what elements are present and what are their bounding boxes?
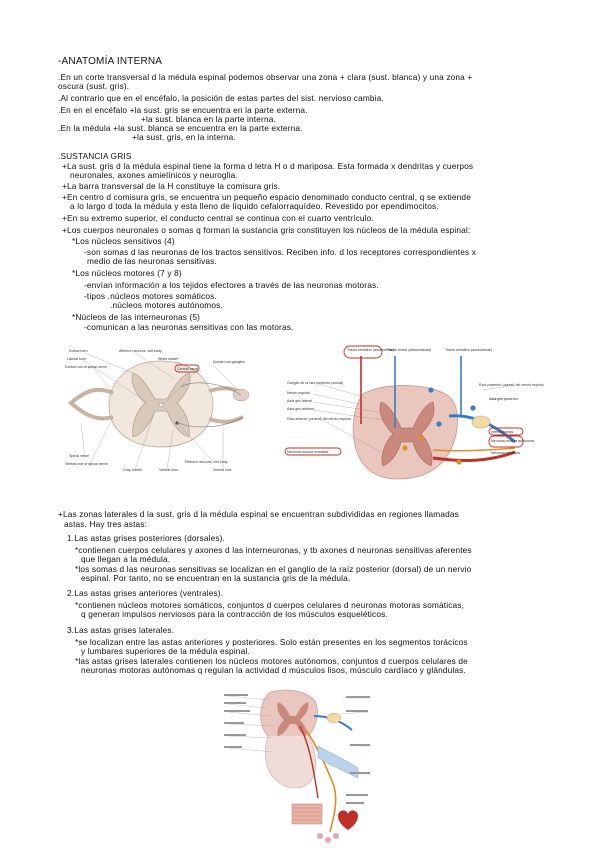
gris-line: *Núcleos de las interneuronas (5) (72, 312, 201, 322)
fig1-label: Afferent neurons, cell body (119, 349, 162, 353)
fig2-label: Neurona motora autónoma (491, 439, 534, 443)
intro-line: oscura (sust. gris). (58, 81, 130, 91)
fig2-label: Interneuronas (491, 430, 514, 434)
fig1-label: Ventral root of spinal nerve (65, 462, 108, 466)
gris-line: *Los núcleos motores (7 y 8) (72, 268, 182, 278)
gris-line: +La sust. gris d la médula espinal tiene la forma d letra H o d mariposa. Esta formada x dendritas y cuerpos (62, 161, 474, 171)
intro-line: .En en el encéfalo +la sust. gris se encuentra en la parte externa. (58, 105, 308, 115)
spinal-nerve-left-shape (71, 390, 113, 419)
fig2-label: Nervio espinal (287, 391, 310, 395)
zones-line: q generan impulsos nerviosos para la contracción de los músculos esqueléticos. (81, 609, 388, 619)
zones-line: *se localizan entre las astas anteriores y posteriores. Solo están presentes en los segmentos torácicos (75, 637, 468, 647)
heart-shape (338, 810, 358, 830)
fig2-label: Asta gris anterior (287, 407, 315, 411)
spinal-pathway-bottom-figure (222, 686, 376, 848)
fig1-label: Dorsal root ganglion (213, 360, 246, 364)
gris-line: *Los núcleos sensitivos (4) (72, 236, 175, 246)
section-heading: .SUSTANCIA GRIS (58, 151, 132, 161)
fig2-label: Asta gris lateral (287, 399, 312, 403)
fig1-label: Lateral horn (67, 357, 87, 361)
intro-line: +la sust. blanca en la parte interna. (141, 114, 276, 124)
zones-line: astas. Hay tres astas: (64, 519, 148, 529)
fig1-label: Dorsal horn (69, 349, 88, 353)
intro-line: +la sust. gris, en la interna. (132, 132, 236, 142)
intro-line: .Al contrario que en el encéfalo, la posición de estas partes del sist. nervioso cambia. (58, 93, 384, 103)
gris-line: neuronales, axones amielínicos y neuroglia. (70, 170, 238, 180)
zones-line: *los somas d las neuronas sensitivas se localizan en el ganglio de la raíz posterior (dorsal) de un nervio (75, 564, 472, 574)
zones-line: que llegan a la médula. (81, 554, 171, 564)
fig1-label: Spinal nerve (69, 454, 89, 458)
gris-line: +En centro d comisura gris, se encuentra un pequeño espacio denominado conducto central, q se extiende (62, 192, 471, 202)
fig1-label: Gray matter (123, 468, 142, 472)
ganglion-shape (472, 416, 490, 428)
zones-line: espinal. Por tanto, no se encuentran en la sustancia gris de la médula. (81, 573, 351, 583)
fig1-label: Central canal (177, 367, 199, 371)
fig1-label: Dorsal root of spinal nerve (65, 365, 107, 369)
gris-line: +La barra transversal de la H constituye la comisura gris. (62, 181, 281, 191)
gland-shape (317, 833, 323, 839)
gris-line: -comunican a las neuronas sensitivas con las motoras. (84, 322, 294, 332)
gris-line: .núcleos motores autónomos. (110, 300, 223, 310)
gris-line: -tipos .núcleos motores somáticos. (84, 291, 217, 301)
fig2-label: Ganglio de la raíz posterior (dorsal) (287, 381, 344, 385)
page-title: -ANATOMÍA INTERNA (58, 56, 163, 67)
spinal-cord-pathways-figure (283, 342, 544, 493)
fig1-label: White matter (158, 357, 179, 361)
zones-line: *las astas grises laterales contienen los núcleos motores autónomos, conjuntos d cuerpos celulares de (75, 656, 468, 666)
intro-line: .En la médula +la sust. blanca se encuentra en la parte externa. (58, 123, 303, 133)
zones-line: 3.Las astas grises laterales. (67, 625, 175, 635)
gland-shape (333, 833, 339, 839)
muscle-tissue-shape (292, 804, 322, 824)
gris-line: -envían información a los tejidos efectores a través de las neuronas motoras. (84, 280, 379, 290)
gris-line: +Los cuerpos neuronales o somas q forman la sustancia gris constituyen los núcleos de la médula espinal: (62, 225, 471, 235)
zones-line: 2.Las astas grises anteriores (ventrales). (67, 588, 224, 598)
gland-shape (325, 837, 331, 843)
zones-line: *contienen cuerpos celulares y axones d las interneuronas, y tb axones d neuronas sensitivas aferentes (75, 545, 472, 555)
central-canal-shape (159, 403, 163, 407)
ganglion-shape (327, 713, 341, 723)
zones-line: neuronas motoras autónomas q regulan la actividad d músculos lisos, músculo cardíaco y glándulas. (81, 665, 466, 675)
gris-line: medio de las neuronas sensitivas. (87, 256, 217, 266)
zones-line: y lumbares superiores de la médula espinal. (81, 646, 250, 656)
zones-line: +Las zonas laterales d la sust. gris d la médula espinal se encuentran subdivididas en regiones llamadas (58, 509, 459, 519)
fig2-label: Neurona motora somática (287, 450, 329, 454)
fig2-label: Raíz anterior (ventral) del nervio espinal (287, 417, 351, 421)
zones-line: 1.Las astas grises posteriores (dorsales). (67, 533, 226, 543)
cord-lower-shape (265, 736, 316, 788)
gris-line: +En su extremo superior, el conducto central se continua con el cuarto ventrículo. (62, 213, 374, 223)
ventral-root-shape (209, 417, 243, 422)
fig2-label: Asta gris posterior (489, 397, 518, 401)
fig2-label: Tracto sensitivo (ascendente) (445, 348, 493, 352)
intro-line: .En un corte transversal d la médula espinal podemos observar una zona + clara (sust. blanca) y una zona + (58, 72, 473, 82)
zones-line: *contienen núcleos motores somáticos, conjuntos d cuerpos celulares d neuronas motoras somáticas, (75, 600, 465, 610)
fig1-label: Ventral root (213, 468, 232, 472)
fig2-label: Raíz posterior (dorsal) del nervio espinal (479, 383, 544, 387)
gris-line: a lo largo d toda la médula y esta lleno de líquido cefalorraquídeo. Revestido por ependimocitos. (70, 201, 439, 211)
fig2-label: Tracto sensitivo (ascendente) (347, 348, 395, 352)
fig1-label: Ventral horn (159, 468, 179, 472)
fig2-label: Tracto motor (descendente) (387, 348, 432, 352)
spinal-cord-cross-section-figure (63, 343, 259, 472)
fig1-label: Efferent neurons, cell body (185, 460, 228, 464)
fig2-label: Neurona sensitiva (491, 451, 520, 455)
gris-line: -son somas d las neuronas de los tractos sensitivos. Reciben info. d los receptores correspondientes x (84, 247, 477, 257)
